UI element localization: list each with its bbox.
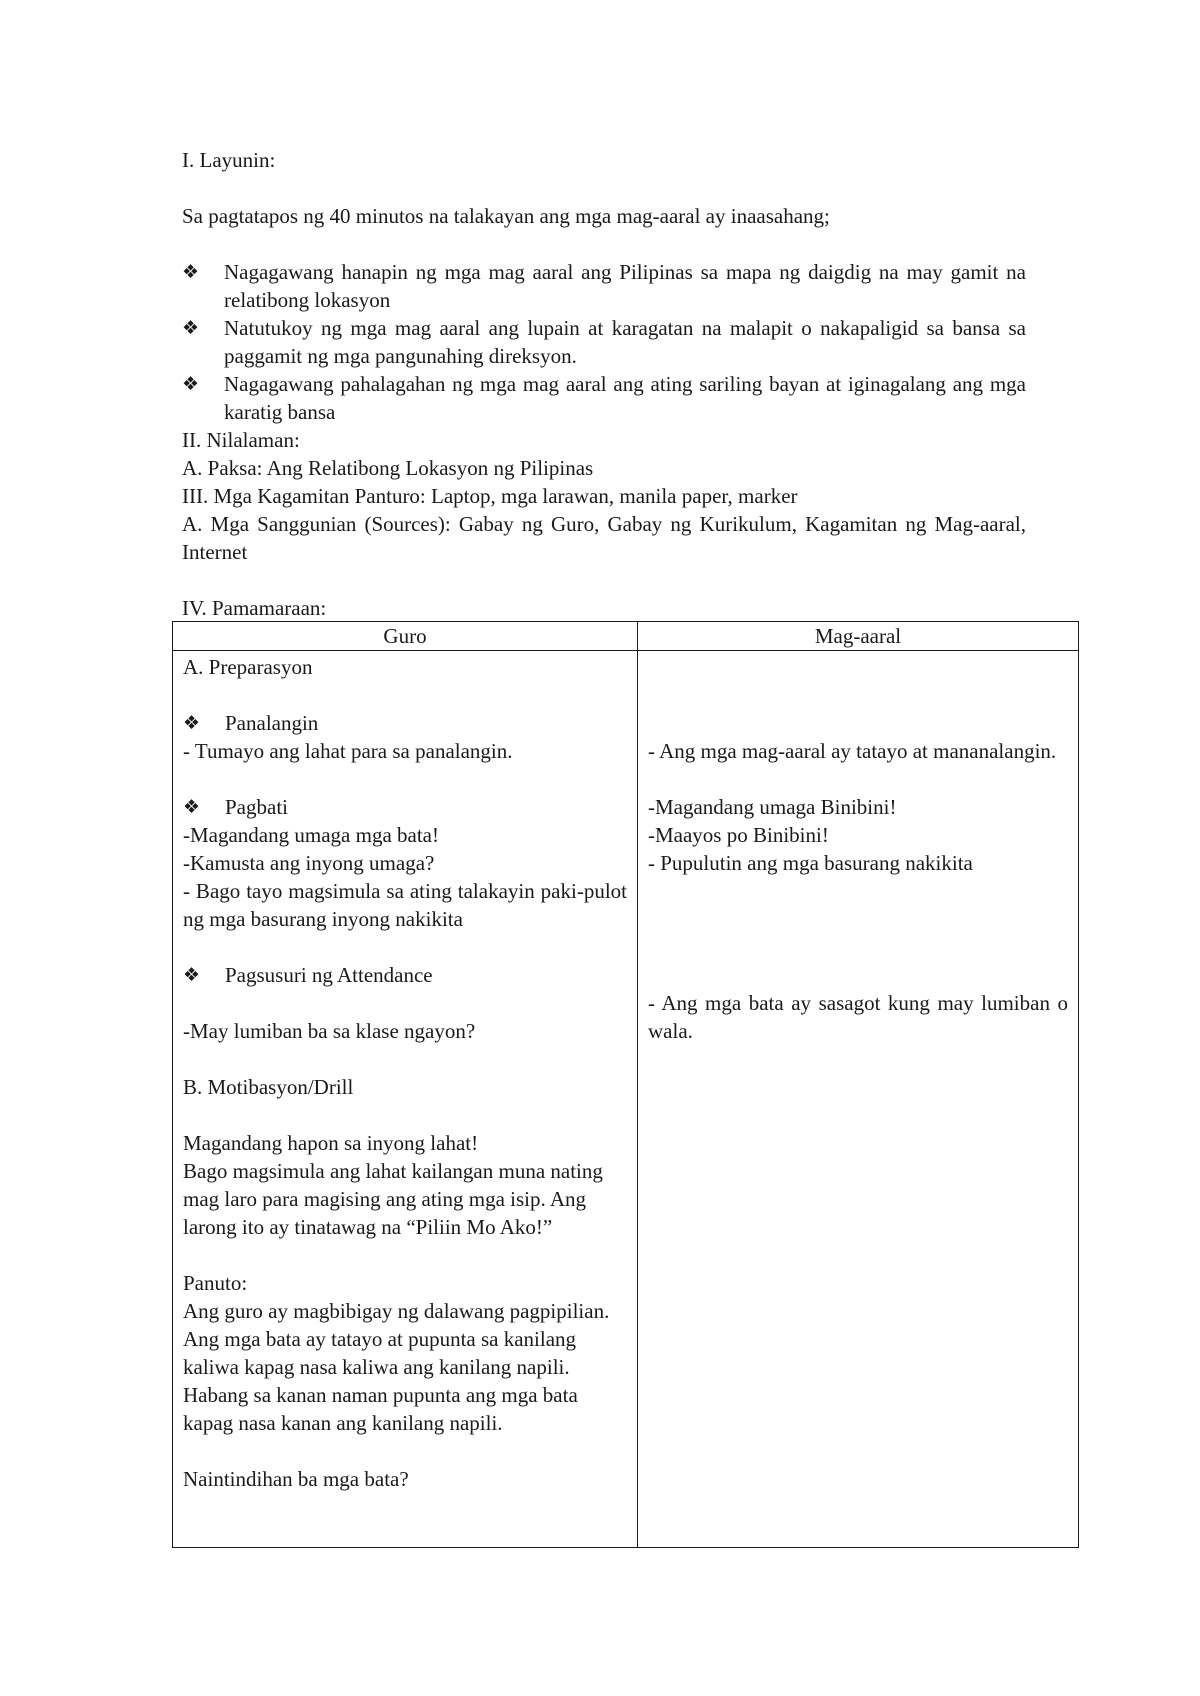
pagbati-label: ❖ Pagbati [183,795,288,819]
motibasyon-label: B. Motibasyon/Drill [183,1075,354,1099]
closing-question: Naintindihan ba mga bata? [183,1467,409,1491]
column-header-magaaral: Mag-aaral [638,622,1079,651]
objectives-list [182,258,1026,426]
objective-item: ❖ Nagagawang pahalagahan ng mga mag aaral ang ating sariling bayan at iginagalang ang mga karatig bansa [182,372,1026,424]
content-heading: II. Nilalaman: [182,428,300,452]
pagbati-line: -Kamusta ang inyong umaga? [183,851,435,875]
kamusta-response: -Maayos po Binibini! [648,823,829,847]
attendance-response: - Ang mga bata ay sasagot kung may lumiban o wala. [648,991,1068,1043]
diamond-bullet-icon: ❖ [182,373,200,395]
panalangin-response: - Ang mga mag-aaral ay tatayo at mananalangin. [648,739,1057,763]
panuto-text: Ang guro ay magbibigay ng dalawang pagpipilian. Ang mga bata ay tatayo at pupunta sa kanilang kaliwa kapag nasa kaliwa ang kanilang napili. Habang sa kanan naman pupunta ang mga bata kapag nasa kanan ang kanilang napili. [183,1299,610,1435]
objective-item: ❖ Natutukoy ng mga mag aaral ang lupain at karagatan na malapit o nakapaligid sa bansa sa paggamit ng mga pangunahing direksyon. [182,316,1026,368]
column-header-guro: Guro [173,622,638,651]
game-intro: Bago magsimula ang lahat kailangan muna nating mag laro para magising ang ating mga isip. Ang larong ito ay tinatawag na “Piliin Mo Ako!” [183,1159,603,1239]
greeting-response: -Magandang umaga Binibini! [648,795,897,819]
table-header-row [173,622,1079,651]
procedure-table [172,621,1079,1548]
table-row [173,651,1079,1548]
diamond-bullet-icon: ❖ [183,796,201,818]
panalangin-label: ❖ Panalangin [183,711,319,735]
preparasyon-label: A. Preparasyon [183,655,313,679]
magaaral-cell [638,651,1079,1548]
content-topic: A. Paksa: Ang Relatibong Lokasyon ng Pilipinas [182,456,594,480]
diamond-bullet-icon: ❖ [183,712,201,734]
lesson-plan-document [182,146,1026,622]
attendance-label: ❖ Pagsusuri ng Attendance [183,963,433,987]
panalangin-text: - Tumayo ang lahat para sa panalangin. [183,739,513,763]
attendance-question: -May lumiban ba sa klase ngayon? [183,1019,476,1043]
pagbati-basura: - Bago tayo magsimula sa ating talakayin paki-pulot ng mga basurang inyong nakikita [183,879,627,931]
objectives-intro: Sa pagtatapos ng 40 minutos na talakayan ang mga mag-aaral ay inaasahang; [182,204,830,228]
diamond-bullet-icon: ❖ [182,317,200,339]
basura-response: - Pupulutin ang mga basurang nakikita [648,851,973,875]
diamond-bullet-icon: ❖ [183,964,201,986]
objectives-heading: I. Layunin: [182,148,276,172]
materials-sources: A. Mga Sanggunian (Sources): Gabay ng Guro, Gabay ng Kurikulum, Kagamitan ng Mag-aaral, Internet [182,512,1026,564]
guro-cell [173,651,638,1548]
procedure-heading: IV. Pamamaraan: [182,596,327,620]
pagbati-line: -Magandang umaga mga bata! [183,823,439,847]
materials-heading: III. Mga Kagamitan Panturo: Laptop, mga larawan, manila paper, marker [182,484,798,508]
diamond-bullet-icon: ❖ [182,261,200,283]
objective-item: ❖ Nagagawang hanapin ng mga mag aaral ang Pilipinas sa mapa ng daigdig na may gamit na relatibong lokasyon [182,260,1026,312]
panuto-label: Panuto: [183,1271,248,1295]
greeting-text: Magandang hapon sa inyong lahat! [183,1131,479,1155]
